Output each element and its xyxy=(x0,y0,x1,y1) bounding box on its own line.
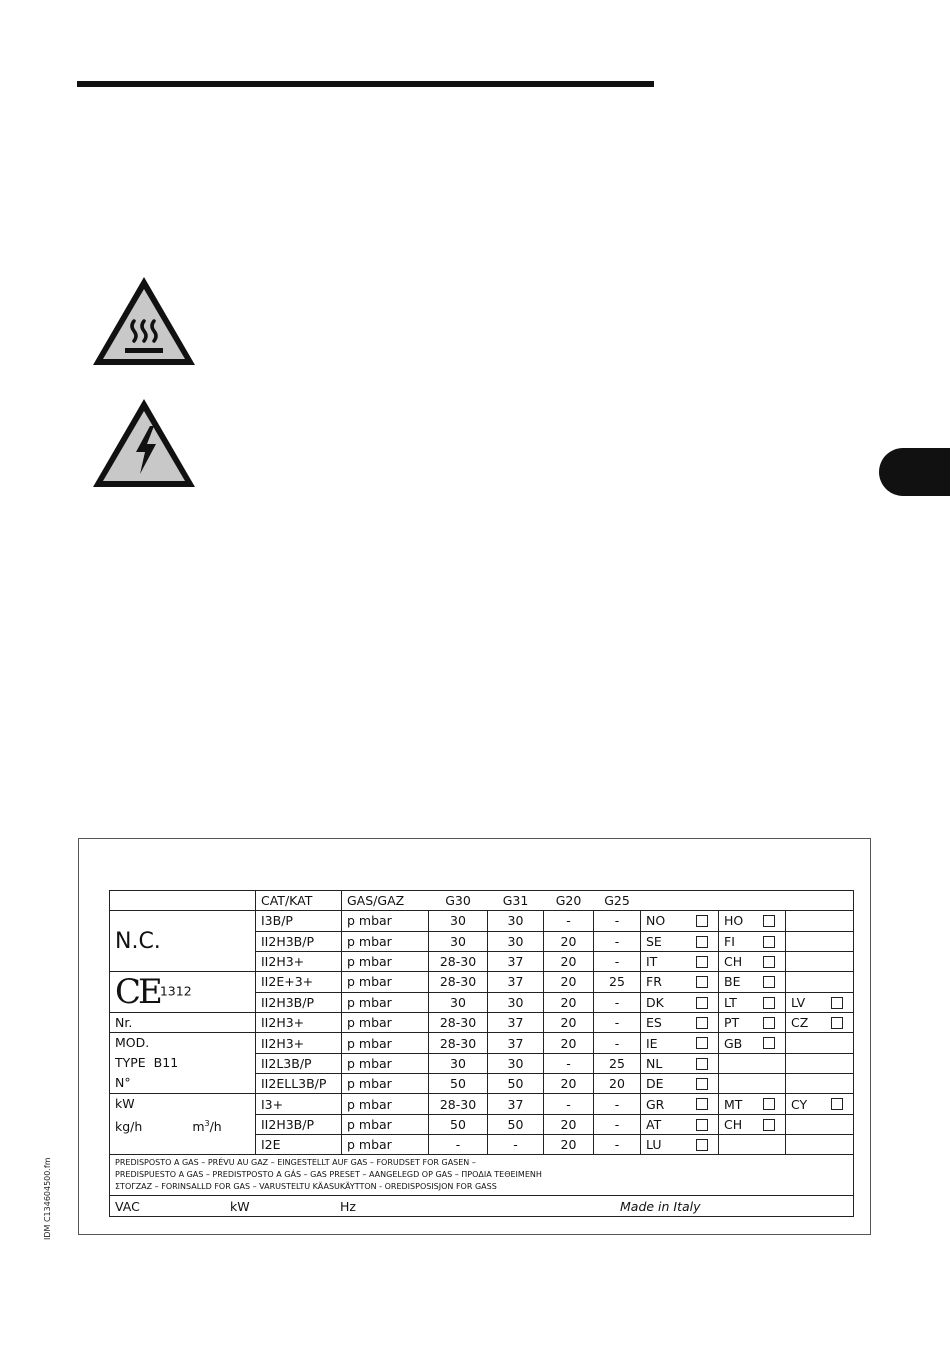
country-cell-mt xyxy=(719,1094,786,1114)
country-cell-de xyxy=(641,1074,719,1094)
g25-cell: - xyxy=(594,931,641,951)
electrical-row xyxy=(110,1196,854,1216)
country-code: CZ xyxy=(791,1015,809,1031)
g20-cell: 20 xyxy=(544,972,594,993)
gas-preset-note: PREDISPUESTO A GAS – PREDISTPOSTO A GÁS – GAS PRESET – AANGELEGD OP GAS – ΠΡΟΔΙΑ ΤΕΘΕΙΜΕΝΗ xyxy=(115,1170,542,1180)
mod-label: MOD. xyxy=(115,1035,150,1051)
g30-cell: 28-30 xyxy=(429,972,488,993)
unit-cell: p mbar xyxy=(342,951,429,971)
g25-cell: - xyxy=(594,1114,641,1134)
g25-cell: - xyxy=(594,1013,641,1033)
country-cell-nl xyxy=(641,1053,719,1073)
country-code: DE xyxy=(646,1076,664,1092)
g30-cell: 30 xyxy=(429,992,488,1013)
nr-cell xyxy=(110,1013,256,1033)
country-checkbox[interactable] xyxy=(831,1098,843,1110)
country-code: IT xyxy=(646,954,658,970)
country-code: CH xyxy=(724,1116,743,1132)
country-code: GR xyxy=(646,1096,665,1112)
m3h-label: m xyxy=(192,1119,205,1134)
country-cell-fi xyxy=(719,931,786,951)
plate-header-row xyxy=(110,891,854,911)
g20-cell: 20 xyxy=(544,1114,594,1134)
country-checkbox[interactable] xyxy=(831,997,843,1009)
country-code: IE xyxy=(646,1035,658,1051)
rating-plate-table xyxy=(109,890,854,1217)
country-checkbox[interactable] xyxy=(831,1017,843,1029)
section-tab xyxy=(879,448,950,496)
country-checkbox[interactable] xyxy=(696,956,708,968)
country-checkbox[interactable] xyxy=(696,1078,708,1090)
unit-cell: p mbar xyxy=(342,1094,429,1114)
m3h-exponent: 3 xyxy=(204,1118,210,1128)
country-checkbox[interactable] xyxy=(763,1098,775,1110)
g20-cell: - xyxy=(544,1053,594,1073)
plate-row xyxy=(110,911,854,931)
ce-number: 1312 xyxy=(159,983,192,999)
g31-cell: 50 xyxy=(488,1074,544,1094)
g30-cell: 50 xyxy=(429,1074,488,1094)
type-label: TYPE xyxy=(115,1055,146,1071)
g30-cell: 30 xyxy=(429,911,488,931)
m3h-suffix: /h xyxy=(209,1119,222,1134)
g30-cell: - xyxy=(429,1135,488,1155)
country-cell-lt xyxy=(719,992,786,1013)
plate-row xyxy=(110,1013,854,1033)
country-code: NL xyxy=(646,1055,663,1071)
country-checkbox[interactable] xyxy=(696,997,708,1009)
electrical-cell xyxy=(110,1196,854,1216)
empty-country-cell xyxy=(719,1135,786,1155)
empty-country-cell xyxy=(719,1053,786,1073)
g25-cell: 25 xyxy=(594,1053,641,1073)
g25-cell: - xyxy=(594,951,641,971)
power-cell xyxy=(110,1094,256,1155)
country-cell-ie xyxy=(641,1033,719,1053)
country-code: FR xyxy=(646,974,662,990)
empty-country-cell xyxy=(786,1074,854,1094)
ce-cell xyxy=(110,972,256,1013)
g20-cell: - xyxy=(544,1094,594,1114)
country-checkbox[interactable] xyxy=(696,915,708,927)
gas-preset-note: ΣΤΟΓΖΑΖ – FORINSALLD FOR GAS – VARUSTELTU KÄASUKÄYTTON - OREDISPOSISJON FOR GASS xyxy=(115,1182,497,1192)
file-reference: IDM C134604500.fm xyxy=(43,1157,52,1240)
serial-label: N° xyxy=(115,1075,131,1091)
g30-cell: 28-30 xyxy=(429,1013,488,1033)
country-cell-pt xyxy=(719,1013,786,1033)
country-code: PT xyxy=(724,1015,740,1031)
empty-country-cell xyxy=(786,1114,854,1134)
g31-cell: 37 xyxy=(488,951,544,971)
country-checkbox[interactable] xyxy=(696,1058,708,1070)
country-code: FI xyxy=(724,933,735,949)
electrical-hazard-warning-icon xyxy=(90,396,198,490)
country-checkbox[interactable] xyxy=(696,1037,708,1049)
country-cell-ch xyxy=(719,951,786,971)
g30-cell: 50 xyxy=(429,1114,488,1134)
g31-cell: - xyxy=(488,1135,544,1155)
country-checkbox[interactable] xyxy=(696,976,708,988)
country-code: AT xyxy=(646,1116,662,1132)
header-cat: CAT/KAT xyxy=(256,891,342,911)
country-checkbox[interactable] xyxy=(763,1037,775,1049)
category-cell: I2E xyxy=(256,1135,342,1155)
country-code: LU xyxy=(646,1137,662,1153)
gas-preset-notes xyxy=(110,1155,854,1196)
country-checkbox[interactable] xyxy=(763,997,775,1009)
country-cell-at xyxy=(641,1114,719,1134)
country-cell-gr xyxy=(641,1094,719,1114)
category-cell: II2E+3+ xyxy=(256,972,342,993)
header-g30: G30 xyxy=(429,891,488,911)
g20-cell: 20 xyxy=(544,1033,594,1053)
g30-cell: 30 xyxy=(429,931,488,951)
country-code: DK xyxy=(646,994,664,1010)
g20-cell: 20 xyxy=(544,1074,594,1094)
country-cell-ch xyxy=(719,1114,786,1134)
header-g25: G25 xyxy=(594,891,641,911)
country-code: NO xyxy=(646,913,666,929)
category-cell: II2H3B/P xyxy=(256,992,342,1013)
unit-cell: p mbar xyxy=(342,1053,429,1073)
kgh-label: kg/h xyxy=(115,1119,143,1134)
country-checkbox[interactable] xyxy=(696,1017,708,1029)
country-code: ES xyxy=(646,1015,662,1031)
plate-row xyxy=(110,1033,854,1053)
g30-cell: 28-30 xyxy=(429,1033,488,1053)
hz-label: Hz xyxy=(340,1198,356,1214)
g20-cell: 20 xyxy=(544,1135,594,1155)
country-checkbox[interactable] xyxy=(763,976,775,988)
category-cell: II2H3B/P xyxy=(256,931,342,951)
country-cell-cz xyxy=(786,1013,854,1033)
header-gas: GAS/GAZ xyxy=(342,891,429,911)
country-checkbox[interactable] xyxy=(696,1139,708,1151)
hot-surface-warning-icon xyxy=(90,274,198,368)
g31-cell: 37 xyxy=(488,972,544,993)
country-cell-lu xyxy=(641,1135,719,1155)
country-code: LT xyxy=(724,994,737,1010)
unit-cell: p mbar xyxy=(342,931,429,951)
country-checkbox[interactable] xyxy=(763,936,775,948)
empty-country-cell xyxy=(719,1074,786,1094)
g31-cell: 30 xyxy=(488,911,544,931)
g31-cell: 37 xyxy=(488,1094,544,1114)
country-cell-it xyxy=(641,951,719,971)
country-cell-lv xyxy=(786,992,854,1013)
vac-label: VAC xyxy=(115,1198,140,1214)
g31-cell: 50 xyxy=(488,1114,544,1134)
g20-cell: 20 xyxy=(544,951,594,971)
nc-label: N.C. xyxy=(115,928,161,954)
type-value: B11 xyxy=(153,1055,179,1071)
plate-corner xyxy=(110,891,256,911)
g25-cell: - xyxy=(594,1135,641,1155)
empty-country-cell xyxy=(786,1033,854,1053)
unit-cell: p mbar xyxy=(342,1033,429,1053)
country-cell-no xyxy=(641,911,719,931)
country-code: CY xyxy=(791,1096,808,1112)
g25-cell: 25 xyxy=(594,972,641,993)
top-rule xyxy=(77,81,654,87)
nc-cell xyxy=(110,911,256,972)
gas-preset-note: PREDISPOSTO A GAS – PRÉVU AU GAZ – EINGESTELLT AUF GAS – FORUDSET FOR GASEN – xyxy=(115,1158,476,1168)
country-checkbox[interactable] xyxy=(763,1017,775,1029)
country-checkbox[interactable] xyxy=(763,915,775,927)
g31-cell: 30 xyxy=(488,1053,544,1073)
header-g20: G20 xyxy=(544,891,594,911)
empty-country-cell xyxy=(786,931,854,951)
country-code: HO xyxy=(724,913,744,929)
country-checkbox[interactable] xyxy=(696,1119,708,1131)
empty-country-cell xyxy=(786,951,854,971)
unit-cell: p mbar xyxy=(342,972,429,993)
empty-country-cell xyxy=(786,972,854,993)
country-cell-dk xyxy=(641,992,719,1013)
empty-country-cell xyxy=(786,1053,854,1073)
notes-row xyxy=(110,1155,854,1196)
g20-cell: 20 xyxy=(544,1013,594,1033)
country-code: CH xyxy=(724,954,743,970)
g31-cell: 30 xyxy=(488,992,544,1013)
category-cell: II2ELL3B/P xyxy=(256,1074,342,1094)
g25-cell: - xyxy=(594,911,641,931)
g25-cell: 20 xyxy=(594,1074,641,1094)
g31-cell: 30 xyxy=(488,931,544,951)
g20-cell: - xyxy=(544,911,594,931)
empty-country-cell xyxy=(786,911,854,931)
kw-label: kW xyxy=(115,1095,135,1111)
footer-kw-label: kW xyxy=(230,1198,250,1214)
country-code: SE xyxy=(646,933,662,949)
model-cell xyxy=(110,1033,256,1094)
unit-cell: p mbar xyxy=(342,1074,429,1094)
g30-cell: 28-30 xyxy=(429,951,488,971)
nr-label: Nr. xyxy=(115,1015,133,1031)
unit-cell: p mbar xyxy=(342,992,429,1013)
made-in-label: Made in Italy xyxy=(620,1198,701,1214)
country-checkbox[interactable] xyxy=(696,936,708,948)
country-cell-se xyxy=(641,931,719,951)
category-cell: II2H3+ xyxy=(256,951,342,971)
g30-cell: 30 xyxy=(429,1053,488,1073)
country-cell-gb xyxy=(719,1033,786,1053)
country-cell-cy xyxy=(786,1094,854,1114)
country-code: MT xyxy=(724,1096,743,1112)
country-cell-ho xyxy=(719,911,786,931)
unit-cell: p mbar xyxy=(342,1114,429,1134)
country-cell-be xyxy=(719,972,786,993)
g30-cell: 28-30 xyxy=(429,1094,488,1114)
category-cell: II2L3B/P xyxy=(256,1053,342,1073)
country-code: LV xyxy=(791,994,806,1010)
category-cell: II2H3+ xyxy=(256,1013,342,1033)
g25-cell: - xyxy=(594,1094,641,1114)
unit-cell: p mbar xyxy=(342,1013,429,1033)
unit-cell: p mbar xyxy=(342,911,429,931)
unit-cell: p mbar xyxy=(342,1135,429,1155)
country-checkbox[interactable] xyxy=(763,956,775,968)
country-cell-fr xyxy=(641,972,719,993)
category-cell: II2H3B/P xyxy=(256,1114,342,1134)
g20-cell: 20 xyxy=(544,931,594,951)
country-checkbox[interactable] xyxy=(696,1098,708,1110)
category-cell: I3+ xyxy=(256,1094,342,1114)
country-checkbox[interactable] xyxy=(763,1119,775,1131)
g20-cell: 20 xyxy=(544,992,594,1013)
g25-cell: - xyxy=(594,992,641,1013)
ce-mark-icon: CE xyxy=(115,972,160,1013)
country-code: BE xyxy=(724,974,741,990)
empty-country-cell xyxy=(786,1135,854,1155)
g31-cell: 37 xyxy=(488,1033,544,1053)
header-g31: G31 xyxy=(488,891,544,911)
plate-row xyxy=(110,1094,854,1114)
plate-row xyxy=(110,972,854,993)
category-cell: I3B/P xyxy=(256,911,342,931)
g25-cell: - xyxy=(594,1033,641,1053)
category-cell: II2H3+ xyxy=(256,1033,342,1053)
country-code: GB xyxy=(724,1035,743,1051)
g31-cell: 37 xyxy=(488,1013,544,1033)
country-cell-es xyxy=(641,1013,719,1033)
